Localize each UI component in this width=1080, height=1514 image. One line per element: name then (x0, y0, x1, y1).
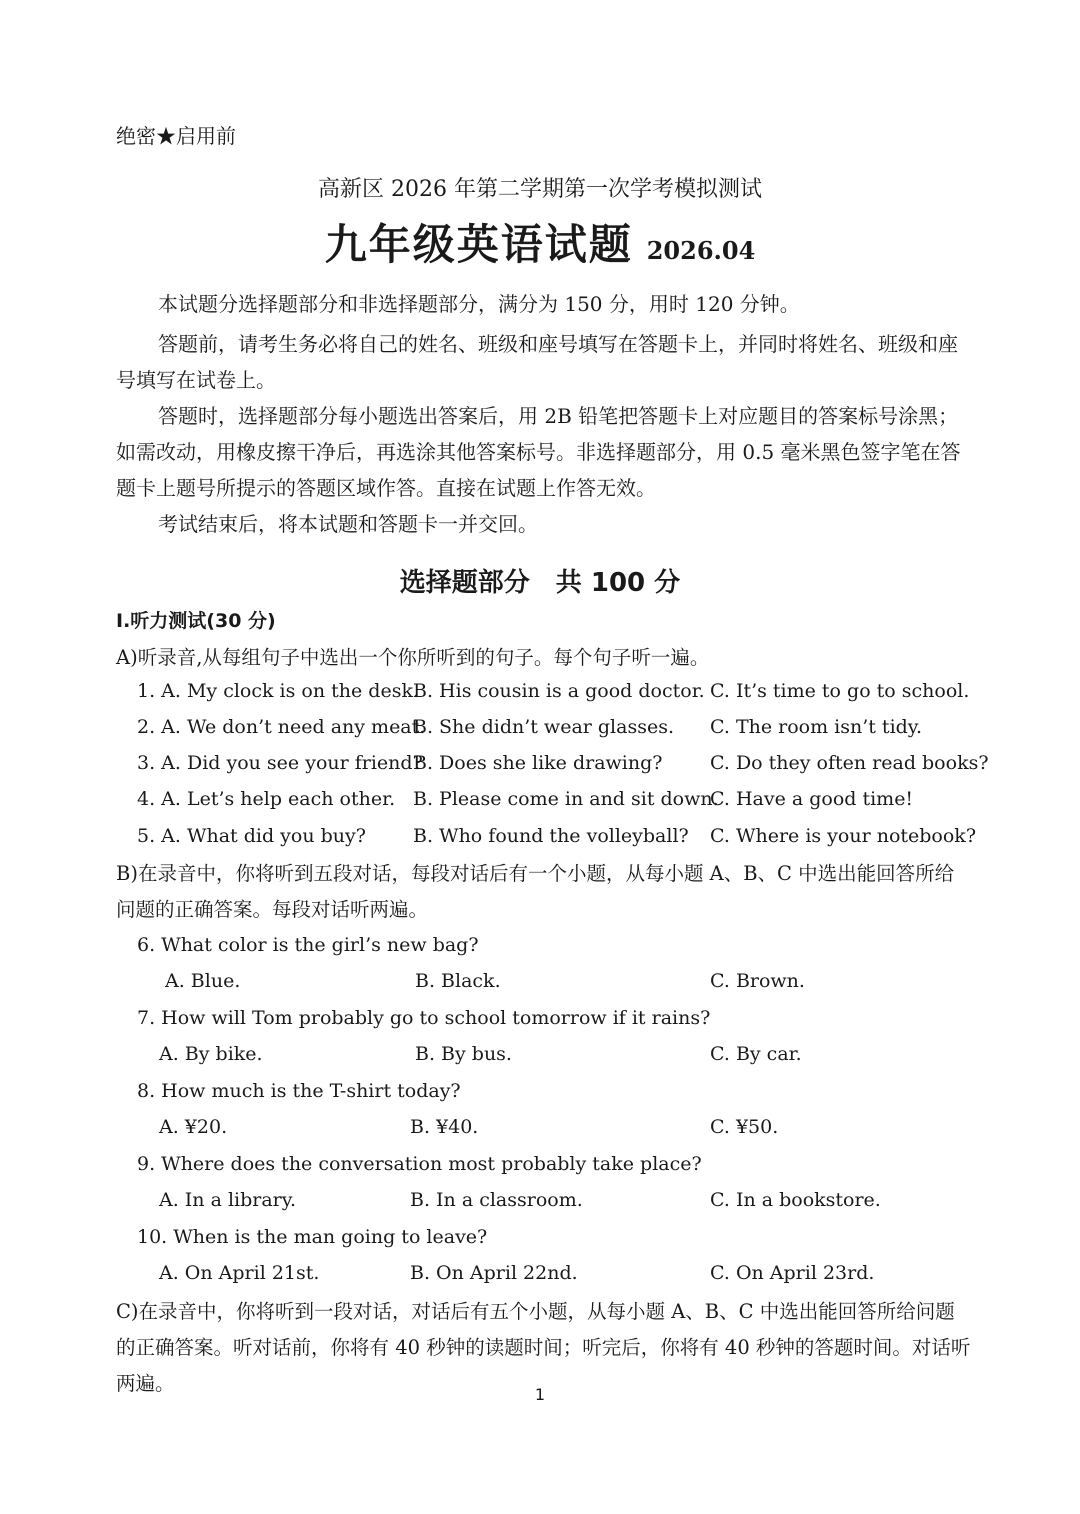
option-a: A. Blue. (165, 970, 241, 992)
option-b: B. His cousin is a good doctor. (413, 680, 705, 702)
option-c: C. The room isn’t tidy. (710, 716, 923, 738)
option-a: 2. A. We don’t need any meat. (137, 716, 426, 738)
option-b: B. In a classroom. (410, 1189, 583, 1211)
option-c: C. By car. (710, 1043, 802, 1065)
instruction-paragraph: 答题时，选择题部分每小题选出答案后，用 2B 铅笔把答题卡上对应题目的答案标号涂黑；如需改动，用橡皮擦干净后，再选涂其他答案标号。非选择题部分，用 0.5 毫米黑色签字笔在答题卡上题号所提示的答题区域作答。直接在试题上作答无效。 (116, 404, 961, 500)
part-a-item (0, 788, 1080, 818)
option-b: B. On April 22nd. (410, 1262, 578, 1284)
instruction-paragraph: 本试题分选择题部分和非选择题部分，满分为 150 分，用时 120 分钟。 (158, 292, 800, 316)
option-b: B. Black. (415, 970, 501, 992)
option-a: 4. A. Let’s help each other. (137, 788, 396, 810)
question-options (0, 970, 1080, 1000)
part-a-item (0, 680, 1080, 710)
listening-title: I.听力测试(30 分) (116, 610, 276, 632)
question-text: 6. What color is the girl’s new bag? (137, 934, 479, 956)
option-c: C. In a bookstore. (710, 1189, 881, 1211)
part-b-instruction: B)在录音中，你将听到五段对话，每段对话后有一个小题，从每小题 A、B、C 中选出能回答所给问题的正确答案。每段对话听两遍。 (116, 862, 955, 921)
exam-date: 2026.04 (646, 236, 756, 265)
option-a: 5. A. What did you buy? (137, 825, 366, 847)
option-b: B. Does she like drawing? (413, 752, 663, 774)
option-c: C. On April 23rd. (710, 1262, 875, 1284)
option-c: C. Do they often read books? (710, 752, 989, 774)
question-text: 10. When is the man going to leave? (137, 1226, 488, 1248)
part-a-instruction: A)听录音,从每组句子中选出一个你所听到的句子。每个句子听一遍。 (116, 646, 710, 669)
option-b: B. ¥40. (410, 1116, 479, 1138)
option-c: C. Where is your notebook? (710, 825, 977, 847)
question-options (0, 1189, 1080, 1219)
instruction-paragraph: 考试结束后，将本试题和答题卡一并交回。 (158, 512, 538, 536)
option-c: C. Brown. (710, 970, 805, 992)
option-a: 3. A. Did you see your friend? (137, 752, 423, 774)
secret-label: 绝密★启用前 (116, 124, 236, 148)
section-title: 选择题部分 共 100 分 (399, 568, 681, 598)
question-options (0, 1043, 1080, 1073)
option-c: C. Have a good time! (710, 788, 914, 810)
option-b: B. She didn’t wear glasses. (413, 716, 674, 738)
question-options (0, 1262, 1080, 1292)
instruction-paragraph: 答题前，请考生务必将自己的姓名、班级和座号填写在答题卡上，并同时将姓名、班级和座号填写在试卷上。 (116, 332, 958, 392)
option-c: C. It’s time to go to school. (710, 680, 970, 702)
option-b: B. Who found the volleyball? (413, 825, 689, 847)
question-text: 8. How much is the T-shirt today? (137, 1080, 461, 1102)
part-a-item (0, 716, 1080, 746)
question-text: 9. Where does the conversation most probably take place? (137, 1153, 702, 1175)
exam-title-main: 九年级英语试题 (324, 220, 633, 269)
question-options (0, 1116, 1080, 1146)
option-a: 1. A. My clock is on the desk. (137, 680, 419, 702)
option-a: A. On April 21st. (159, 1262, 320, 1284)
option-c: C. ¥50. (710, 1116, 779, 1138)
option-b: B. By bus. (415, 1043, 512, 1065)
option-a: A. In a library. (159, 1189, 297, 1211)
part-c-instruction: C)在录音中，你将听到一段对话，对话后有五个小题，从每小题 A、B、C 中选出能回答所给问题的正确答案。听对话前，你将有 40 秒钟的读题时间；听完后，你将有 40 秒钟的答题时间。对话听两遍。 (116, 1300, 971, 1395)
exam-subtitle: 高新区 2026 年第二学期第一次学考模拟测试 (318, 177, 762, 202)
part-a-item (0, 752, 1080, 782)
option-a: A. By bike. (159, 1043, 263, 1065)
page-number: 1 (534, 1385, 546, 1404)
option-a: A. ¥20. (159, 1116, 228, 1138)
exam-title (0, 212, 1080, 272)
part-a-item (0, 825, 1080, 855)
question-text: 7. How will Tom probably go to school tomorrow if it rains? (137, 1007, 711, 1029)
option-b: B. Please come in and sit down. (413, 788, 719, 810)
